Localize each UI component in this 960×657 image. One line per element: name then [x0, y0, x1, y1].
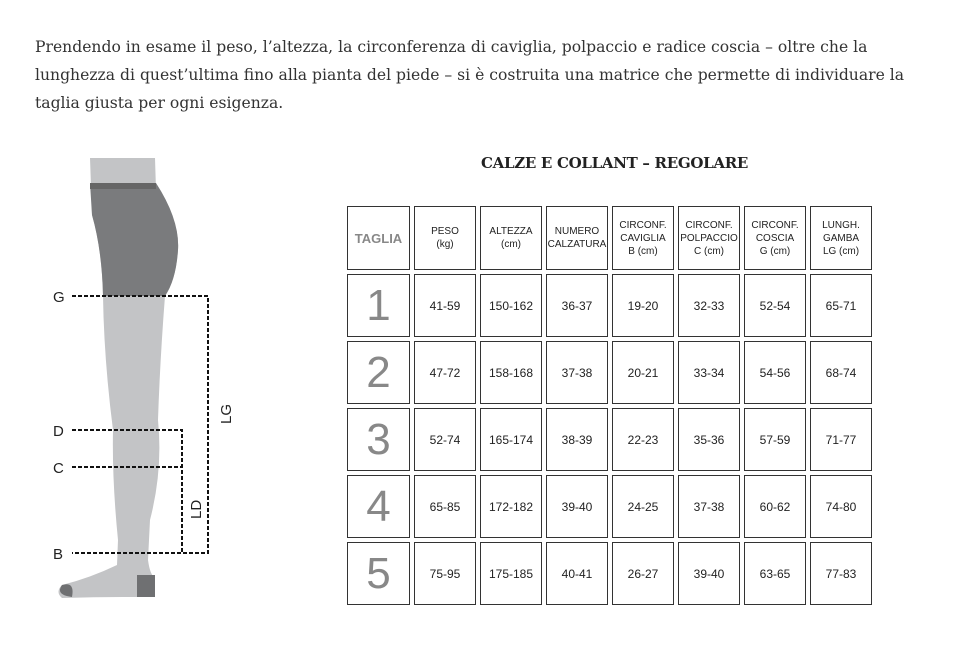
table-cell: 175-185	[480, 542, 542, 605]
header-line: PESO	[431, 226, 459, 237]
label-g: G	[53, 289, 65, 306]
table-cell: 39-40	[678, 542, 740, 605]
table-cell: 71-77	[810, 408, 872, 471]
table-cell: 35-36	[678, 408, 740, 471]
column-header	[744, 206, 806, 270]
label-ld: LD	[188, 499, 205, 519]
table-cell: 41-59	[414, 274, 476, 337]
table-cell: 54-56	[744, 341, 806, 404]
table-title: CALZE E COLLANT – REGOLARE	[481, 154, 748, 172]
header-line: CALZATURA	[547, 239, 607, 250]
header-line: TAGLIA	[354, 230, 403, 246]
table-row	[347, 274, 872, 337]
header-line: COSCIA	[755, 232, 795, 244]
table-cell: 26-27	[612, 542, 674, 605]
header-line: CIRCONF.	[619, 219, 667, 231]
size-number: 5	[347, 542, 410, 605]
table-cell: 33-34	[678, 341, 740, 404]
column-header	[810, 206, 872, 270]
size-number: 3	[347, 408, 410, 471]
table-cell: 65-85	[414, 475, 476, 538]
column-header	[678, 206, 740, 270]
table-row	[347, 341, 872, 404]
size-number: 2	[347, 341, 410, 404]
header-line: CIRCONF.	[751, 219, 799, 231]
table-cell: 37-38	[546, 341, 608, 404]
table-cell: 52-74	[414, 408, 476, 471]
table-row	[347, 542, 872, 605]
label-b: B	[53, 546, 64, 563]
table-cell: 158-168	[480, 341, 542, 404]
size-number: 1	[347, 274, 410, 337]
label-d: D	[53, 423, 64, 440]
header-line: NUMERO	[554, 226, 600, 237]
table-cell: 36-37	[546, 274, 608, 337]
table-cell: 60-62	[744, 475, 806, 538]
table-cell: 19-20	[612, 274, 674, 337]
header-row	[347, 206, 872, 270]
table-cell: 24-25	[612, 475, 674, 538]
column-header	[546, 206, 608, 270]
header-line: G (cm)	[759, 245, 791, 257]
intro-paragraph: Prendendo in esame il peso, l’altezza, la circonferenza di caviglia, polpaccio e radice coscia – oltre che la lunghezza di quest’ultima fino alla pianta del piede – si è costruita una matrice che permette di individuare la taglia giusta per ogni esigenza.	[35, 37, 905, 112]
table-cell: 47-72	[414, 341, 476, 404]
table-cell: 40-41	[546, 542, 608, 605]
table-cell: 75-95	[414, 542, 476, 605]
table-row	[347, 408, 872, 471]
label-c: C	[53, 460, 64, 477]
table-cell: 172-182	[480, 475, 542, 538]
header-line: (cm)	[501, 239, 521, 250]
header-line: B (cm)	[628, 245, 658, 257]
header-line: LG (cm)	[822, 245, 860, 257]
column-header	[480, 206, 542, 270]
table-cell: 37-38	[678, 475, 740, 538]
label-lg: LG	[218, 403, 235, 424]
header-line: (kg)	[436, 239, 454, 250]
table-cell: 150-162	[480, 274, 542, 337]
size-table	[343, 202, 876, 609]
table-cell: 63-65	[744, 542, 806, 605]
table-cell: 165-174	[480, 408, 542, 471]
header-line: C (cm)	[694, 245, 724, 257]
column-header	[612, 206, 674, 270]
header-line: CIRCONF.	[685, 219, 733, 231]
table-cell: 74-80	[810, 475, 872, 538]
table-cell: 68-74	[810, 341, 872, 404]
header-line: GAMBA	[822, 232, 860, 244]
column-header	[347, 206, 410, 270]
table-cell: 77-83	[810, 542, 872, 605]
leg-measurement-diagram	[0, 0, 260, 657]
table-cell: 65-71	[810, 274, 872, 337]
shorts-shape	[90, 183, 178, 296]
header-line: POLPACCIO	[680, 232, 738, 244]
table-cell: 57-59	[744, 408, 806, 471]
table-cell: 22-23	[612, 408, 674, 471]
table-cell: 39-40	[546, 475, 608, 538]
table-cell: 38-39	[546, 408, 608, 471]
column-header	[414, 206, 476, 270]
table-cell: 20-21	[612, 341, 674, 404]
table-cell: 52-54	[744, 274, 806, 337]
table-row	[347, 475, 872, 538]
size-number: 4	[347, 475, 410, 538]
header-line: ALTEZZA	[489, 226, 533, 237]
table-cell: 32-33	[678, 274, 740, 337]
header-line: LUNGH.	[822, 219, 860, 231]
header-line: CAVIGLIA	[620, 232, 666, 244]
